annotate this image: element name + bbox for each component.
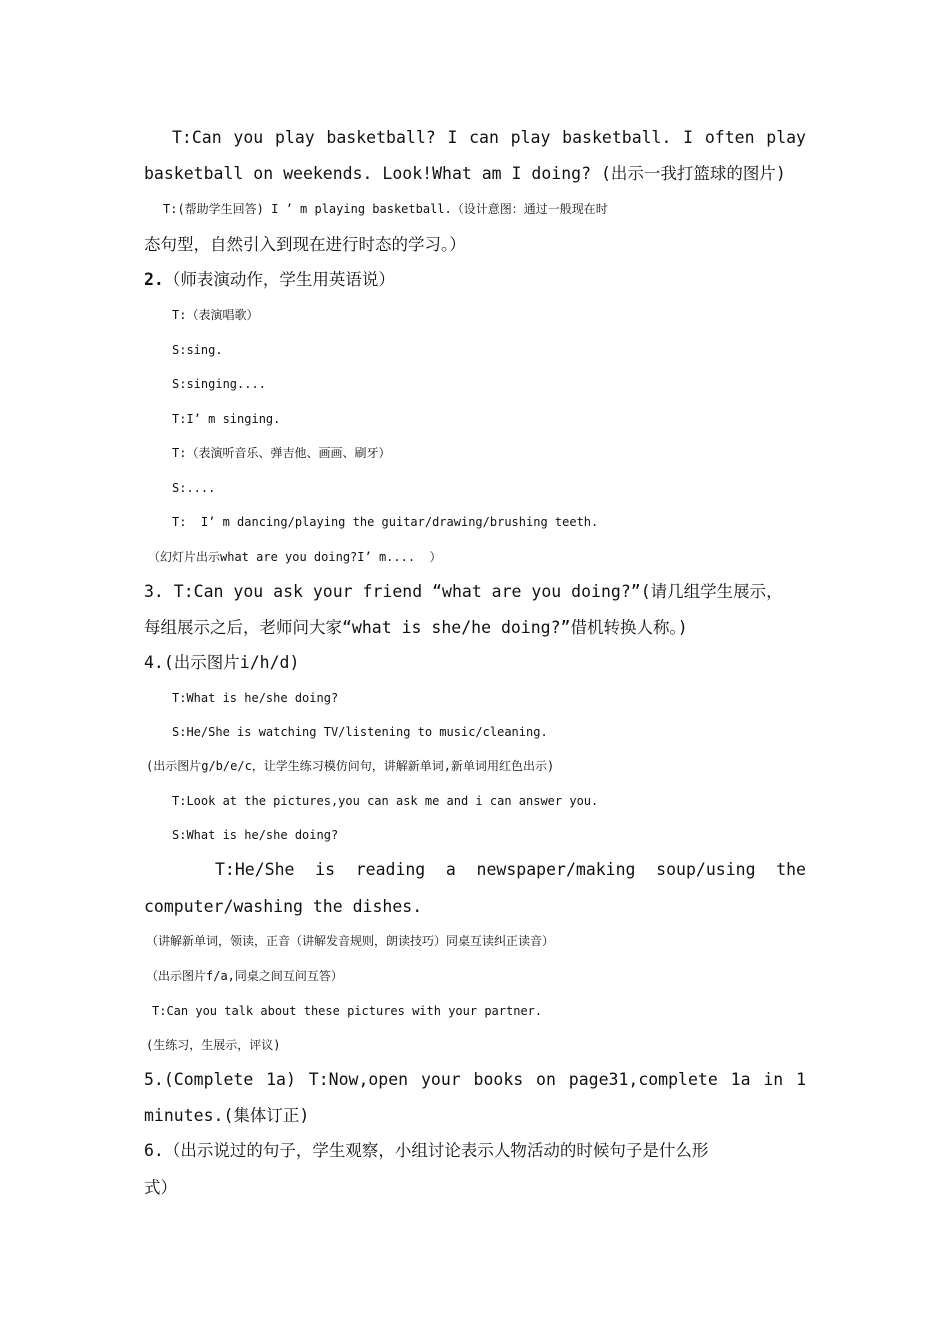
text-line: T: I’ m dancing/playing the guitar/drawing/brushing teeth. [172, 515, 599, 529]
text-line: T:Look at the pictures,you can ask me and i can answer you. [172, 794, 599, 808]
text-line: T:What is he/she doing? [172, 691, 339, 705]
text-line: 3. T:Can you ask your friend “what are you doing?”(请几组学生展示， [144, 582, 783, 601]
text-line: （出示图片f/a,同桌之间互问互答） [146, 969, 343, 983]
text-line: S:.... [172, 481, 216, 495]
text-line: T:Can you play basketball? I can play basketball. I often play [172, 128, 806, 147]
section-2 [144, 268, 806, 292]
text-line: S:sing. [172, 343, 223, 357]
text-line: （讲解新单词，领读，正音（讲解发音规则，朗读技巧）同桌互读纠正读音） [146, 934, 555, 948]
text-line: （幻灯片出示what are you doing?I’ m.... ） [148, 550, 442, 564]
text-line: T:I’ m singing. [172, 412, 281, 426]
text-line: 6.（出示说过的句子，学生观察，小组讨论表示人物活动的时候句子是什么形 [144, 1141, 709, 1160]
text-line: T:（表演唱歌） [172, 308, 259, 322]
text-line: T:Can you talk about these pictures with your partner. [152, 1004, 543, 1018]
text-line: T:(帮助学生回答) I ’ m playing basketball.（设计意图：通过一般现在时 [163, 202, 608, 216]
text-line: 5.(Complete 1a) T:Now,open your books on page31,complete 1a in 1 [144, 1070, 806, 1089]
text-line: T:（表演听音乐、弹吉他、画画、刷牙） [172, 446, 391, 460]
text-line: 态句型，自然引入到现在进行时态的学习。） [144, 235, 466, 254]
text-line: minutes.(集体订正) [144, 1106, 310, 1125]
text-line: 每组展示之后，老师问大家“what is she/he doing?”借机转换人称。) [144, 618, 688, 637]
text-line: S:He/She is watching TV/listening to music/cleaning. [172, 725, 548, 739]
text-line: (生练习，生展示，评议) [146, 1038, 281, 1052]
section-number: 2. [144, 270, 164, 289]
text-line: basketball on weekends. Look!What am I doing? (出示一我打篮球的图片) [144, 164, 786, 183]
section-text: （师表演动作，学生用英语说） [163, 270, 395, 289]
text-line: S:What is he/she doing? [172, 828, 339, 842]
text-line: 式） [144, 1178, 177, 1197]
text-line: (出示图片g/b/e/c，让学生练习模仿问句，讲解新单词,新单词用红色出示) [146, 759, 555, 773]
text-line: T:He/She is reading a newspaper/making soup/using the [215, 860, 806, 879]
text-line: 4.(出示图片i/h/d) [144, 653, 300, 672]
text-line: S:singing.... [172, 377, 266, 391]
text-line: computer/washing the dishes. [144, 897, 423, 916]
